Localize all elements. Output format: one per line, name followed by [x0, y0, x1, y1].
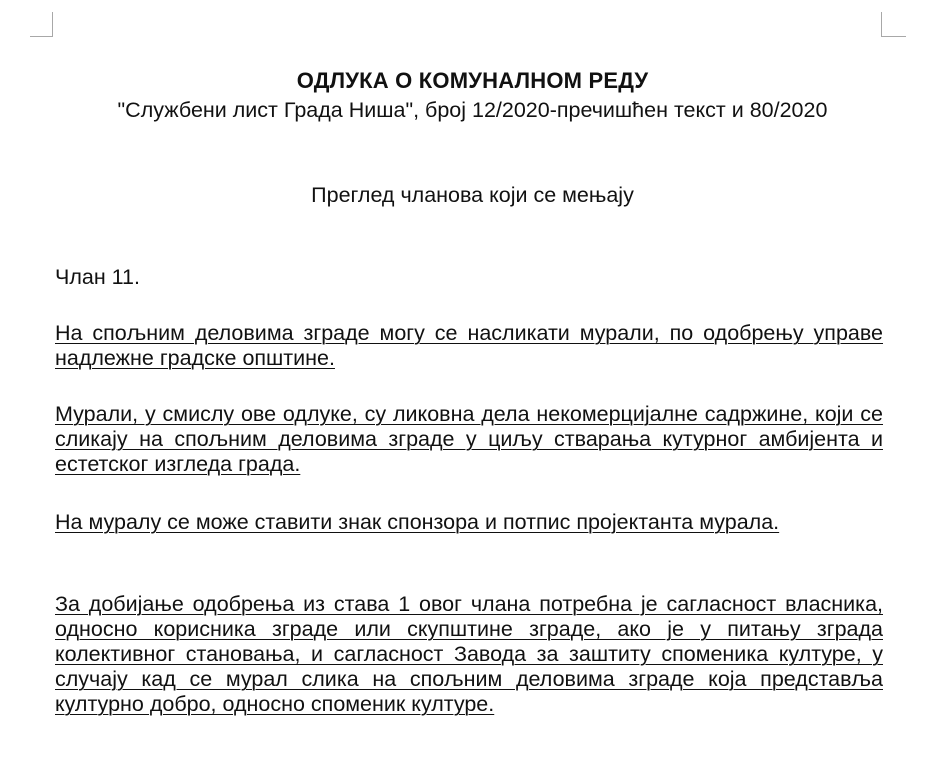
- article-label: Члан 11.: [55, 265, 140, 289]
- document-subtitle: "Службени лист Града Ниша", број 12/2020-пречишћен текст и 80/2020: [117, 98, 828, 122]
- article-paragraph-4: За добијање одобрења из става 1 овог члана потребна је сагласност власника, односно корисника зграде или скупштине зграде, ако је у питању зграда колективног становања, и сагласност Завода за заштиту споменика културе, у случају кад се мурал слика на спољним деловима зграде која представља културно добро, односно споменик културе.: [55, 592, 883, 716]
- section-heading: Преглед чланова који се мењају: [311, 183, 634, 207]
- document-title: ОДЛУКА О КОМУНАЛНОМ РЕДУ: [296, 68, 649, 93]
- article-paragraph-3: На муралу се може ставити знак спонзора и потпис пројектанта мурала.: [55, 510, 780, 534]
- article-paragraph-1: На спољним деловима зграде могу се насликати мурали, по одобрењу управе надлежне градске општине.: [55, 321, 883, 370]
- page-corner-mark-right: [881, 12, 906, 37]
- page-corner-mark-left: [30, 12, 53, 37]
- article-paragraph-2: Мурали, у смислу ове одлуке, су ликовна дела некомерцијалне садржине, који се сликају на спољним деловима зграде у циљу стварања кутурног амбијента и естетског изгледа града.: [55, 402, 883, 476]
